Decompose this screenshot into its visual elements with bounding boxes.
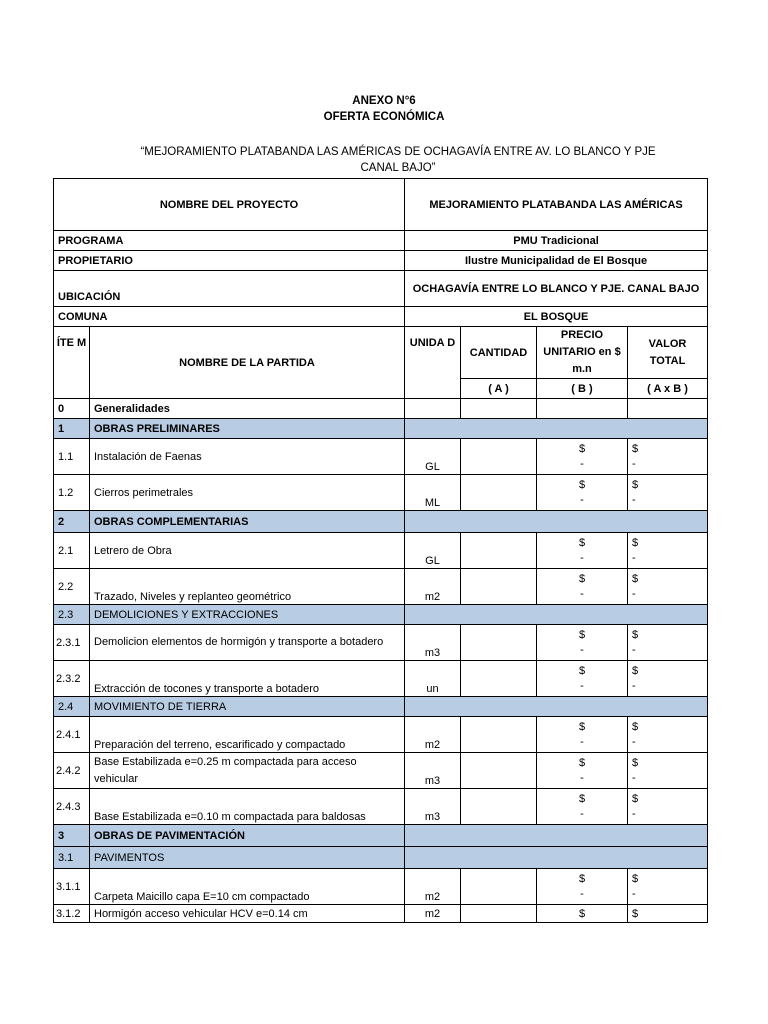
table-row [54,789,708,825]
location-label: UBICACIÓN [54,271,405,307]
unit-price-cell: $ - [537,661,628,697]
unit-price-cell: $ - [537,439,628,475]
row-unit: un [405,661,461,697]
total-cell: $ - [628,625,708,661]
column-total: VALOR TOTAL [628,327,708,379]
row-unit: GL [405,533,461,569]
program-value: PMU Tradicional [405,231,708,251]
column-sub-a: ( A ) [461,379,537,399]
unit-price-cell: $ - [537,533,628,569]
row-name: Preparación del terreno, escarificado y compactado [90,717,405,753]
column-item: ÍTE M [54,327,90,399]
location-value: OCHAGAVÍA ENTRE LO BLANCO Y PJE. CANAL BAJO [405,271,708,307]
row-item: 0 [54,399,90,419]
row-name: OBRAS DE PAVIMENTACIÓN [90,825,405,847]
row-item: 1.1 [54,439,90,475]
row-item: 1 [54,419,90,439]
table-row-subsection [54,847,708,869]
row-unit: GL [405,439,461,475]
row-name: Carpeta Maicillo capa E=10 cm compactado [90,869,405,905]
program-row [54,231,708,251]
program-label: PROGRAMA [54,231,405,251]
commune-label: COMUNA [54,307,405,327]
location-row [54,271,708,307]
table-row [54,869,708,905]
table-row [54,439,708,475]
row-name: OBRAS COMPLEMENTARIAS [90,511,405,533]
table-row [54,753,708,789]
table-row [54,625,708,661]
row-name: Instalación de Faenas [90,439,405,475]
unit-price-cell: $ - [537,625,628,661]
commune-row [54,307,708,327]
total-cell: $ - [628,869,708,905]
row-name: PAVIMENTOS [90,847,405,869]
row-name: Base Estabilizada e=0.25 m compactada para acceso vehicular [90,753,405,789]
table-row-section [54,419,708,439]
row-unit: m2 [405,569,461,605]
unit-price-cell: $ - [537,475,628,511]
row-item: 2.4.1 [54,717,90,753]
table-row [54,661,708,697]
row-name: Trazado, Niveles y replanteo geométrico [90,569,405,605]
row-name: Demolicion elementos de hormigón y transporte a botadero [90,625,405,661]
owner-label: PROPIETARIO [54,251,405,271]
row-item: 1.2 [54,475,90,511]
row-name: Cierros perimetrales [90,475,405,511]
total-cell: $ - [628,661,708,697]
table-row [54,533,708,569]
unit-price-cell: $ - [537,569,628,605]
owner-value: Ilustre Municipalidad de El Bosque [405,251,708,271]
row-item: 3 [54,825,90,847]
total-cell: $ - [628,789,708,825]
row-name: Extracción de tocones y transporte a botadero [90,661,405,697]
table-row-section [54,825,708,847]
commune-value: EL BOSQUE [405,307,708,327]
project-name-row [54,179,708,231]
row-name: Hormigón acceso vehicular HCV e=0.14 cm [90,905,405,923]
table-row-subsection [54,605,708,625]
row-unit: m2 [405,717,461,753]
column-sub-ab: ( A x B ) [628,379,708,399]
row-item: 2.3.1 [54,625,90,661]
offer-table [53,178,708,923]
unit-price-cell: $ - [537,869,628,905]
total-cell: $ - [628,439,708,475]
row-item: 3.1.1 [54,869,90,905]
table-row-subsection [54,697,708,717]
row-item: 2.2 [54,569,90,605]
project-name-label: NOMBRE DEL PROYECTO [54,179,405,231]
row-item: 2.4 [54,697,90,717]
row-item: 2.3.2 [54,661,90,697]
total-cell: $ - [628,533,708,569]
column-unit-price: PRECIO UNITARIO en $ m.n [537,327,628,379]
row-item: 2.1 [54,533,90,569]
row-name: MOVIMIENTO DE TIERRA [90,697,405,717]
project-description: “MEJORAMIENTO PLATABANDA LAS AMÉRICAS DE OCHAGAVÍA ENTRE AV. LO BLANCO Y PJE CANAL BAJO” [140,146,656,174]
table-row [54,717,708,753]
row-item: 3.1.2 [54,905,90,923]
row-name: DEMOLICIONES Y EXTRACCIONES [90,605,405,625]
total-cell: $ - [628,717,708,753]
unit-price-cell: $ - [537,717,628,753]
unit-price-cell: $ - [537,789,628,825]
column-sub-b: ( B ) [537,379,628,399]
column-unit: UNIDA D [405,327,461,399]
row-unit: m2 [405,905,461,923]
total-cell: $ - [628,569,708,605]
row-name: Letrero de Obra [90,533,405,569]
row-name: Base Estabilizada e=0.10 m compactada para baldosas [90,789,405,825]
offer-title: OFERTA ECONÓMICA [323,111,445,123]
column-header-row [54,327,708,379]
total-cell: $ - [628,753,708,789]
row-unit: m3 [405,753,461,789]
row-name: Generalidades [90,399,405,419]
total-cell: $ - [628,475,708,511]
row-unit: ML [405,475,461,511]
table-row [54,569,708,605]
row-item: 3.1 [54,847,90,869]
document-title [0,93,768,125]
row-item: 2.4.3 [54,789,90,825]
row-item: 2.4.2 [54,753,90,789]
unit-price-cell: $ - [537,753,628,789]
total-cell: $ [628,905,708,923]
row-item: 2 [54,511,90,533]
row-unit: m3 [405,789,461,825]
column-name: NOMBRE DE LA PARTIDA [90,327,405,399]
row-unit: m3 [405,625,461,661]
annex-number: ANEXO N°6 [352,95,416,107]
owner-row [54,251,708,271]
unit-price-cell: $ [537,905,628,923]
row-name: OBRAS PRELIMINARES [90,419,405,439]
table-row-section [54,511,708,533]
project-name-value: MEJORAMIENTO PLATABANDA LAS AMÉRICAS [405,179,708,231]
row-unit: m2 [405,869,461,905]
table-row [54,905,708,923]
table-row [54,399,708,419]
table-row [54,475,708,511]
row-item: 2.3 [54,605,90,625]
column-quantity: CANTIDAD [461,327,537,379]
